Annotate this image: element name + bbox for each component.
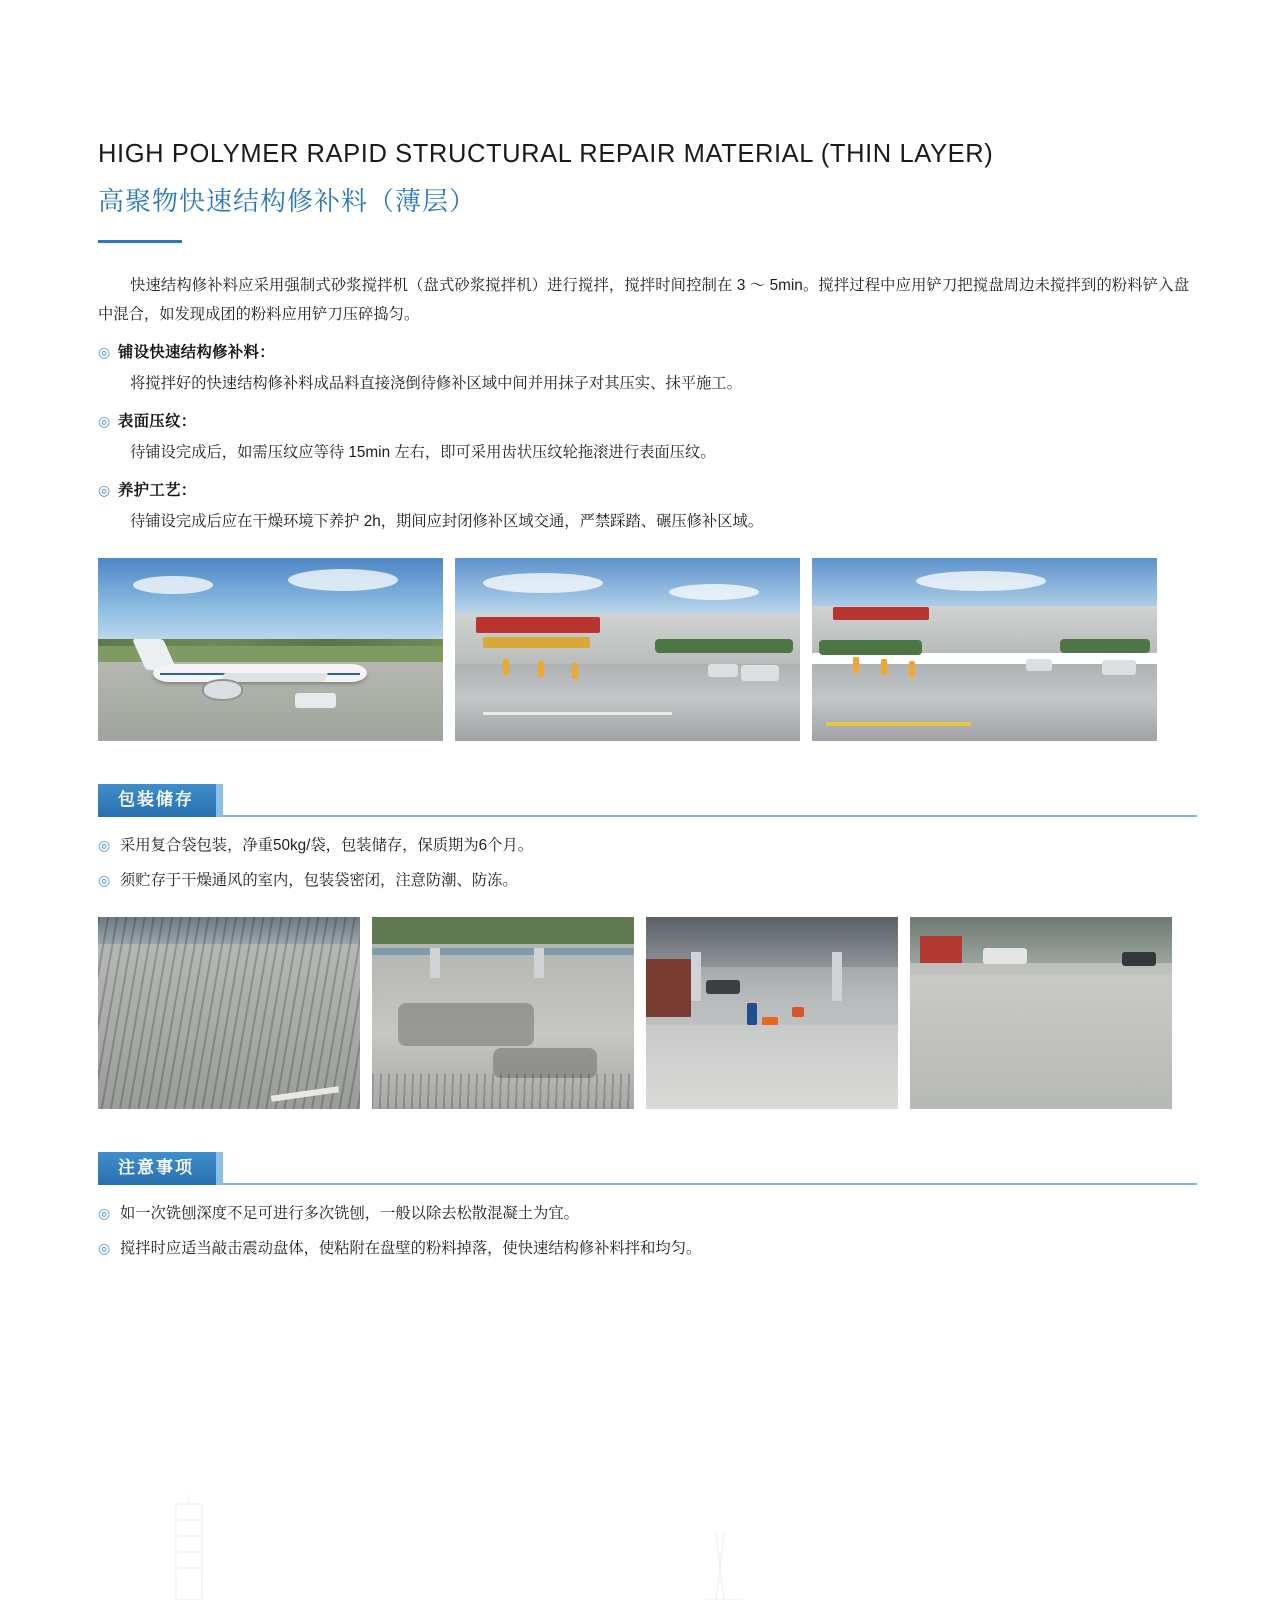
service-truck bbox=[295, 693, 336, 708]
cloud-shape bbox=[669, 584, 759, 600]
street-road-photo bbox=[812, 558, 1157, 741]
bullet-icon: ◎ bbox=[98, 872, 111, 888]
list-item bbox=[98, 831, 1189, 860]
parked-car bbox=[1102, 660, 1136, 675]
step-body: 将搅拌好的快速结构修补料成品料直接浇倒待修补区域中间并用抹子对其压实、抹平施工。 bbox=[130, 375, 742, 392]
bullet-icon: ◎ bbox=[98, 1240, 111, 1256]
step-item bbox=[98, 408, 1189, 435]
section-header bbox=[98, 1151, 1189, 1185]
page-title-english: HIGH POLYMER RAPID STRUCTURAL REPAIR MATERIAL (THIN LAYER) bbox=[98, 140, 994, 168]
gallery-top bbox=[98, 558, 1189, 741]
intro-paragraph: 快速结构修补料应采用强制式砂浆搅拌机（盘式砂浆搅拌机）进行搅拌，搅拌时间控制在 3 ～ 5min。搅拌过程中应用铲刀把搅盘周边未搅拌到的粉料铲入盘中混合，如发现成团的粉料应用铲刀压碎捣匀。 bbox=[98, 277, 1189, 323]
moving-car bbox=[1026, 659, 1052, 671]
section-header bbox=[98, 783, 1189, 817]
traffic-cone bbox=[503, 659, 509, 675]
storefront-sign bbox=[920, 936, 962, 963]
roadside-greenery bbox=[372, 917, 634, 944]
step-item bbox=[98, 477, 1189, 504]
list-item-text: 搅拌时应适当敲击震动盘体，使粘附在盘壁的粉料掉落，使快速结构修补料拌和均匀。 bbox=[120, 1240, 702, 1257]
step-heading: 养护工艺： bbox=[118, 482, 197, 499]
groove-texture bbox=[98, 917, 360, 1109]
list-item bbox=[98, 866, 1189, 895]
footer-watermark bbox=[0, 1490, 1287, 1600]
bullet-icon: ◎ bbox=[98, 413, 111, 429]
list-item-text: 如一次铣刨深度不足可进行多次铣刨，一般以除去松散混凝土为宜。 bbox=[120, 1205, 579, 1222]
bullet-icon: ◎ bbox=[98, 344, 111, 360]
page-title-chinese: 高聚物快速结构修补料（薄层） bbox=[98, 186, 477, 216]
step-body: 待铺设完成后，如需压纹应等待 15min 左右，即可采用齿状压纹轮拖滚进行表面压纹。 bbox=[130, 444, 716, 461]
damaged-pavement-photo bbox=[372, 917, 634, 1109]
bullet-icon: ◎ bbox=[98, 1205, 111, 1221]
wet-repair-area bbox=[646, 1025, 898, 1109]
material-bucket bbox=[792, 1007, 804, 1017]
step-body: 待铺设完成后应在干燥环境下养护 2h，期间应封闭修补区域交通，严禁踩踏、碾压修补区域。 bbox=[130, 513, 764, 530]
section-tab-label: 注意事项 bbox=[98, 1152, 216, 1185]
cloud-shape bbox=[288, 569, 398, 591]
cloud-shape bbox=[916, 571, 1046, 591]
list-item-text: 须贮存于干燥通风的室内，包装袋密闭，注意防潮、防冻。 bbox=[120, 872, 518, 889]
guardrail-post bbox=[534, 948, 544, 979]
finished-surface bbox=[910, 975, 1172, 1109]
list-item bbox=[98, 1234, 1189, 1263]
step-item bbox=[98, 339, 1189, 366]
shop-signboard bbox=[476, 617, 600, 633]
greenbelt bbox=[655, 639, 793, 654]
steps-list bbox=[98, 339, 1189, 536]
finished-pavement-photo bbox=[910, 917, 1172, 1109]
road-surface bbox=[812, 664, 1157, 741]
gallery-mid bbox=[98, 917, 1189, 1109]
damage-patch bbox=[398, 1003, 534, 1045]
shop-signboard bbox=[833, 607, 930, 620]
section-packaging-storage bbox=[98, 783, 1189, 895]
section-items bbox=[98, 1199, 1189, 1263]
traffic-cone bbox=[909, 661, 915, 677]
side-building bbox=[646, 959, 691, 1017]
section-items bbox=[98, 831, 1189, 895]
section-precautions bbox=[98, 1151, 1189, 1263]
greenbelt bbox=[1060, 639, 1150, 654]
list-item bbox=[98, 1199, 1189, 1228]
bullet-icon: ◎ bbox=[98, 837, 111, 853]
aircraft-engine bbox=[202, 679, 244, 701]
traffic-cone bbox=[853, 657, 859, 673]
airport-apron-photo bbox=[98, 558, 443, 741]
section-tab-label: 包装储存 bbox=[98, 784, 216, 817]
road-marking bbox=[826, 722, 971, 726]
title-divider bbox=[98, 240, 182, 243]
parked-car bbox=[1122, 952, 1156, 966]
traffic-cone bbox=[881, 659, 887, 675]
gas-station-repair-photo bbox=[646, 917, 898, 1109]
parked-car bbox=[706, 980, 740, 994]
bullet-icon: ◎ bbox=[98, 482, 111, 498]
parked-car bbox=[708, 664, 738, 677]
parked-car bbox=[741, 665, 779, 681]
guardrail bbox=[372, 948, 634, 955]
grooved-pavement-photo bbox=[98, 917, 360, 1109]
step-heading: 铺设快速结构修补料： bbox=[118, 344, 275, 361]
road-marking bbox=[483, 712, 673, 715]
section-underline bbox=[98, 1183, 1197, 1185]
traffic-cone bbox=[572, 663, 578, 679]
list-item-text: 采用复合袋包装，净重50kg/袋，包装储存，保质期为6个月。 bbox=[120, 837, 534, 854]
guardrail-post bbox=[430, 948, 440, 979]
street-shopfront-photo bbox=[455, 558, 800, 741]
parked-truck bbox=[983, 948, 1027, 964]
worker-figure bbox=[747, 1003, 757, 1025]
canopy-pillar bbox=[832, 952, 842, 1002]
shop-signboard bbox=[483, 637, 590, 648]
canopy-pillar bbox=[691, 952, 701, 1002]
groove-texture bbox=[372, 1074, 634, 1109]
step-heading: 表面压纹： bbox=[118, 413, 197, 430]
traffic-cone bbox=[538, 661, 544, 677]
section-underline bbox=[98, 815, 1197, 817]
cloud-shape bbox=[483, 573, 603, 593]
greenbelt bbox=[819, 640, 923, 655]
